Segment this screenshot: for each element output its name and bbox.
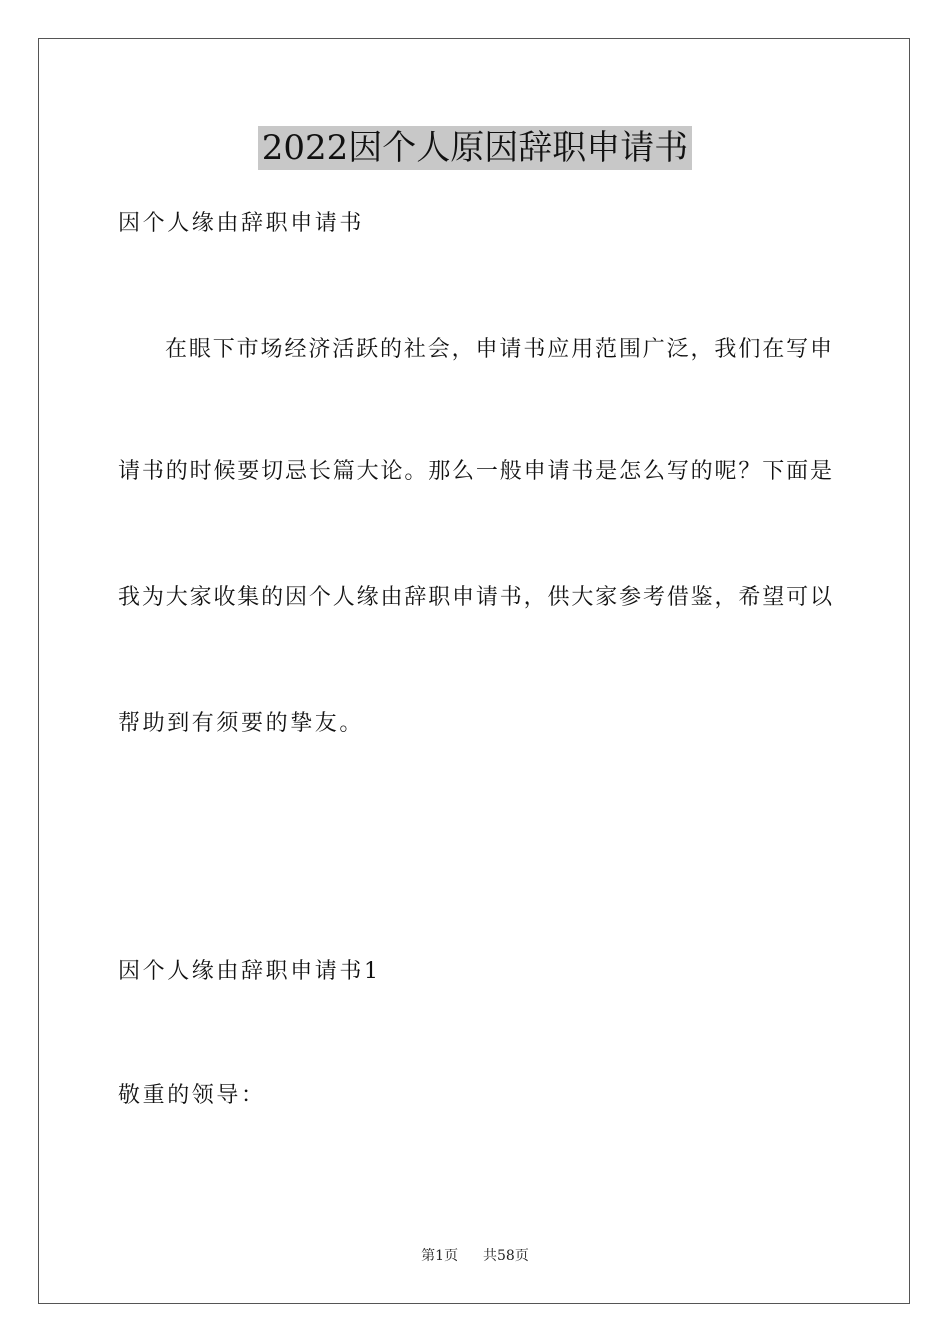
paragraph-line-1: 在眼下市场经济活跃的社会，申请书应用范围广泛，我们在写申 xyxy=(165,337,832,362)
page-footer xyxy=(0,1247,950,1265)
page-number: 第1页 xyxy=(421,1248,459,1264)
paragraph-line-3: 我为大家收集的因个人缘由辞职申请书，供大家参考借鉴，希望可以 xyxy=(118,585,832,610)
paragraph-line-4: 帮助到有须要的挚友。 xyxy=(118,711,365,736)
section-heading: 因个人缘由辞职申请书1 xyxy=(118,959,381,984)
page-total: 共58页 xyxy=(483,1248,529,1264)
salutation: 敬重的领导： xyxy=(118,1083,266,1108)
paragraph-line-2: 请书的时候要切忌长篇大论。那么一般申请书是怎么写的呢？下面是 xyxy=(118,459,832,484)
title-container xyxy=(0,126,950,170)
document-subtitle: 因个人缘由辞职申请书 xyxy=(118,211,365,236)
document-title: 2022因个人原因辞职申请书 xyxy=(258,126,693,170)
